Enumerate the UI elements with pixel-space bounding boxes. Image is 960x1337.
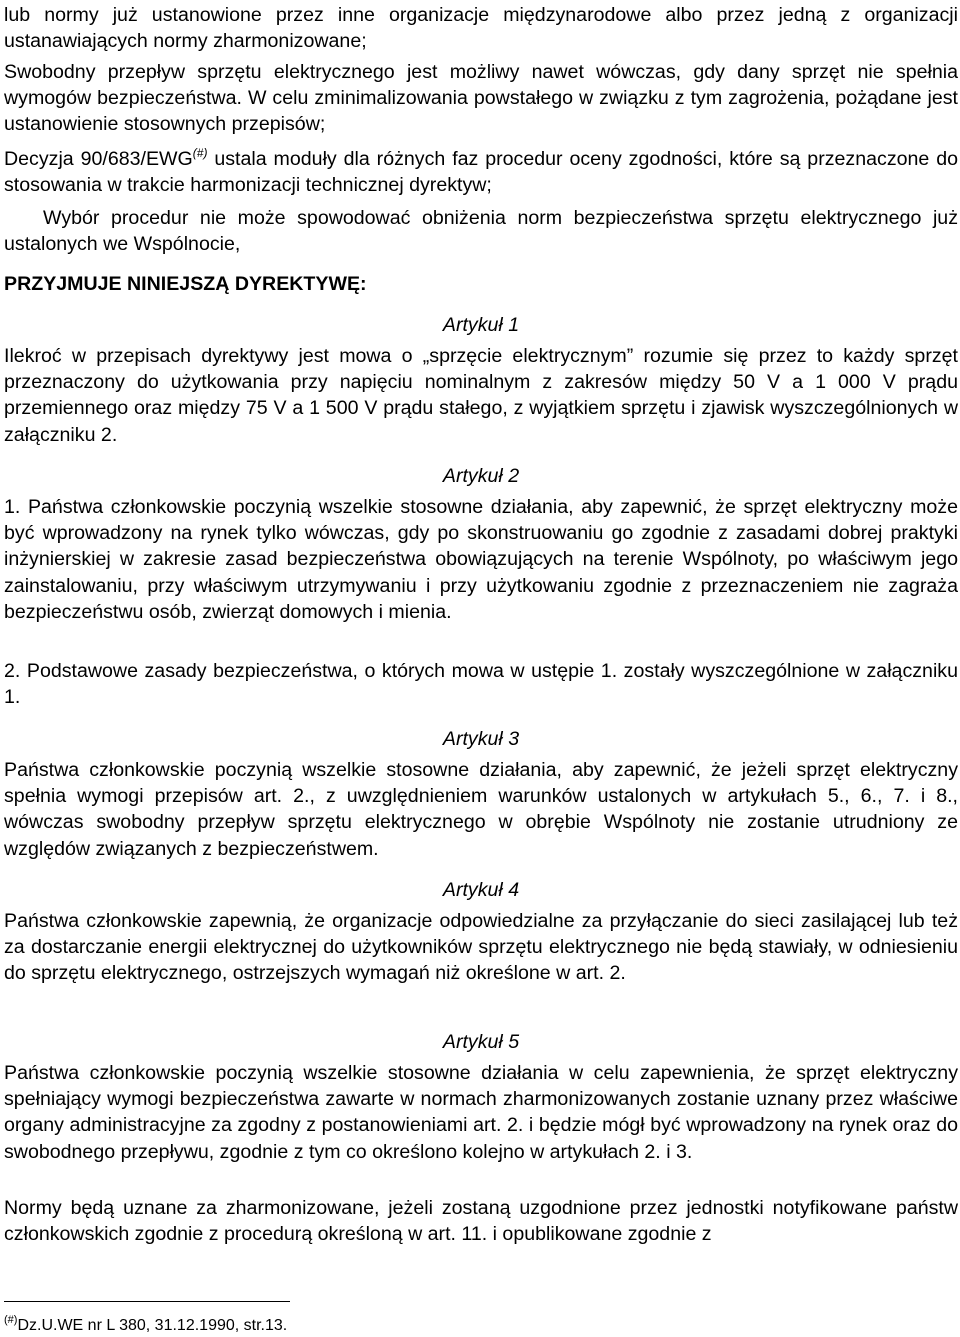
decision-text: ustala moduły dla różnych faz procedur oceny zgodności, które są przeznaczone do stosowania w trakcie harmonizacji technicznej dyrektyw; (4, 148, 959, 197)
preamble-paragraph-3 (4, 146, 958, 198)
footnote-separator (4, 1301, 290, 1302)
decision-reference: Decyzja 90/683/EWG (4, 148, 193, 170)
article-1-paragraph-1: Ilekroć w przepisach dyrektywy jest mowa o „sprzęcie elektrycznym” rozumie się przez to każdy sprzęt przeznaczony do użytkowania przy napięciu nominalnym z zakresów między 50 V a 1 000 V prądu przemiennego oraz między 75 V a 1 500 V prądu stałego, z wyjątkiem sprzętu i zjawisk wyszczególnionych w załączniku 2. (4, 345, 958, 446)
article-3-title: Artykuł 3 (442, 728, 520, 750)
article-4-paragraph-1: Państwa członkowskie zapewnią, że organizacje odpowiedzialne za przyłączanie do sieci zasilającej lub też za dostarczanie energii elektrycznej do użytkowników sprzętu elektrycznego nie będą stawiały, w odniesieniu do sprzętu elektrycznego, ostrzejszych wymagań niż określone w art. 2. (4, 910, 958, 985)
preamble-paragraph-4: Wybór procedur nie może spowodować obniżenia norm bezpieczeństwa sprzętu elektrycznego już ustalonych we Wspólnocie, (4, 207, 958, 256)
article-1-title: Artykuł 1 (442, 314, 520, 336)
article-4-title: Artykuł 4 (442, 879, 520, 901)
article-5-title: Artykuł 5 (442, 1031, 520, 1053)
article-2-paragraph-2: 2. Podstawowe zasady bezpieczeństwa, o których mowa w ustępie 1. zostały wyszczególnione w załączniku 1. (4, 660, 958, 709)
preamble-paragraph-1: lub normy już ustanowione przez inne organizacje międzynarodowe albo przez jedną z organizacji ustanawiających normy zharmonizowane; (4, 4, 958, 53)
footnote-marker: (#) (192, 146, 208, 160)
footnote-text: Dz.U.WE nr L 380, 31.12.1990, str.13. (17, 1317, 288, 1334)
article-2-paragraph-1: 1. Państwa członkowskie poczynią wszelkie stosowne działania, aby zapewnić, że sprzęt elektryczny może być wprowadzony na rynek tylko wówczas, gdy po skonstruowaniu go zgodnie z zasadami dobrej praktyki inżynierskiej w zakresie zasad bezpieczeństwa obowiązujących na terenie Wspólnoty, po właściwym jego zainstalowaniu, przy właściwym utrzymywaniu i przy użytkowaniu zgodnie z przeznaczeniem nie zagraża bezpieczeństwu osób, zwierząt domowych i mienia. (4, 496, 958, 623)
preamble-paragraph-2: Swobodny przepływ sprzętu elektrycznego jest możliwy nawet wówczas, gdy dany sprzęt nie spełnia wymogów bezpieczeństwa. W celu zminimalizowania powstałego w związku z tym zagrożenia, pożądane jest ustanowienie stosownych przepisów; (4, 61, 958, 136)
article-2-title: Artykuł 2 (442, 465, 520, 487)
article-3-paragraph-1: Państwa członkowskie poczynią wszelkie stosowne działania, aby zapewnić, że jeżeli sprzęt elektryczny spełnia wymogi przepisów art. 2., z uwzględnieniem warunków ustalonych w artykułach 5., 6., 7. i 8., wówczas swobodny przepływ sprzętu elektrycznego w obrębie Wspólnoty nie zostanie utrudniony ze względów związanych z bezpieczeństwem. (4, 759, 958, 860)
footnote-mark: (#) (4, 1314, 18, 1326)
footnote (4, 1316, 287, 1336)
article-5-paragraph-2: Normy będą uznane za zharmonizowane, jeżeli zostaną uzgodnione przez jednostki notyfikowane państw członkowskich zgodnie z procedurą określoną w art. 11. i opublikowane zgodnie z (4, 1197, 958, 1246)
article-5-paragraph-1: Państwa członkowskie poczynią wszelkie stosowne działania w celu zapewnienia, że sprzęt elektryczny spełniający wymogi bezpieczeństwa zawarte w normach zharmonizowanych zostanie uznany przez właściwe organy administracyjne za zgodny z postanowieniami art. 2. i będzie mógł być wprowadzony na rynek oraz do swobodnego przepływu, zgodnie z tym co określono kolejno w artykułach 2. i 3. (4, 1062, 958, 1163)
enactment-heading: PRZYJMUJE NINIEJSZĄ DYREKTYWĘ: (4, 273, 367, 295)
